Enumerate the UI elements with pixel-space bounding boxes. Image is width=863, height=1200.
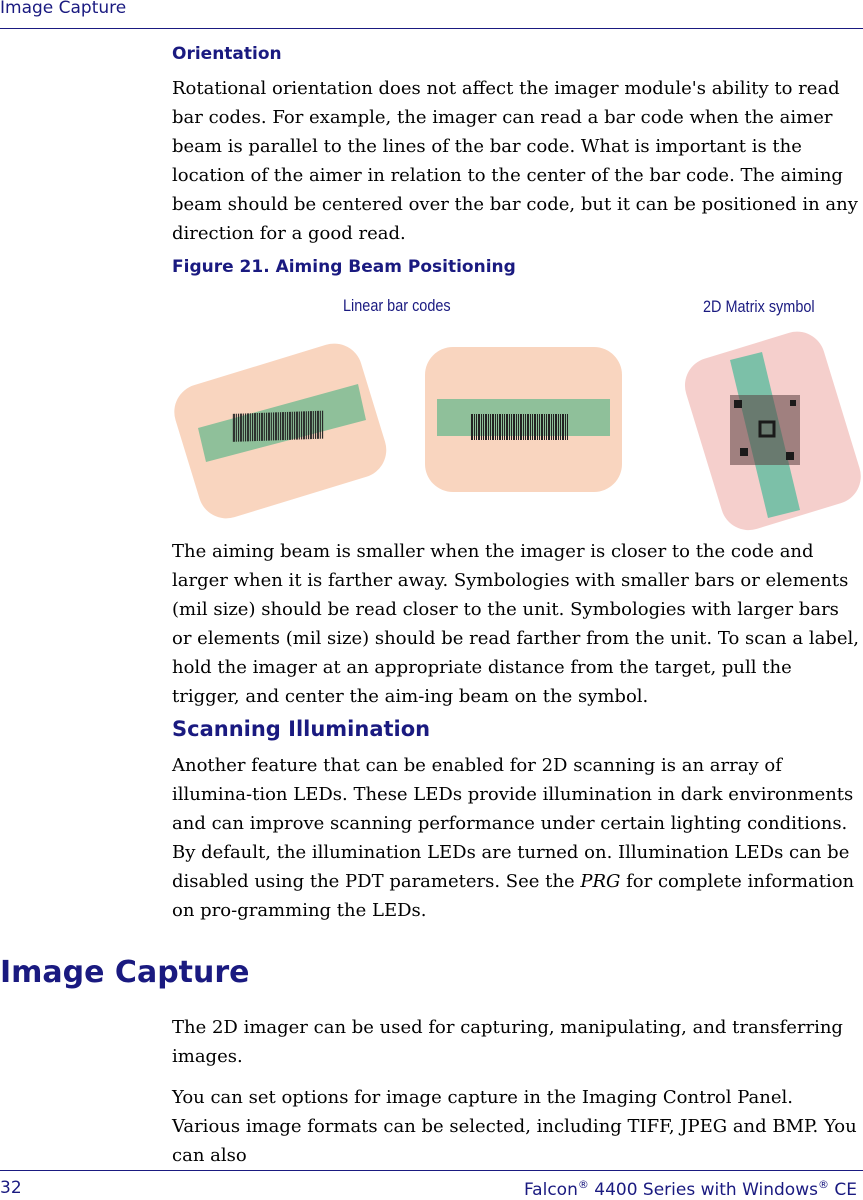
orientation-paragraph: Rotational orientation does not affect the imager module's ability to read bar codes. For example, the imager can read a bar code when the aimer beam is parallel to the lines of the bar code. What is important is the location of the aimer in relation to the center of the bar code. The aiming beam should be centered over the bar code, but it can be positioned in any direction for a good read. bbox=[172, 78, 858, 244]
orientation-paragraph-2: The aiming beam is smaller when the imager is closer to the code and larger when it is farther away. Symbologies with smaller bars or elements (mil size) should be read closer to the unit. Symbologies with larger bars or elements (mil size) should be read farther from the unit. To scan a label, hold the imager at an appropriate distance from the target, pull the trigger, and center the aim-ing beam on the symbol. bbox=[172, 541, 859, 707]
figure-caption: Figure 21. Aiming Beam Positioning bbox=[172, 257, 516, 277]
image-capture-paragraph-1: The 2D imager can be used for capturing, manipulating, and transferring images. bbox=[172, 1017, 843, 1067]
footer-product-a: Falcon bbox=[523, 1180, 578, 1200]
footer-product-b: 4400 Series with Windows bbox=[588, 1180, 818, 1200]
header-rule bbox=[0, 28, 863, 29]
rotated-target bbox=[167, 337, 393, 526]
footer-rule bbox=[0, 1170, 863, 1171]
illumination-paragraph bbox=[172, 751, 862, 925]
illumination-text-a: Another feature that can be enabled for 2D scanning is an array of illumina-tion LEDs. These LEDs provide illumination in dark environments and can improve scanning performance under certain lighting conditions. By default, the illumination LEDs are turned on. Illumination LEDs can be disabled using the PDT parameters. See the bbox=[172, 755, 854, 892]
footer-reg-mark-1: ® bbox=[577, 1178, 589, 1191]
image-capture-paragraph-2: You can set options for image capture in the Imaging Control Panel. Various image formats can be selected, including TIFF, JPEG and BMP. You can also bbox=[172, 1087, 857, 1166]
linear-bar-codes-label: Linear bar codes bbox=[343, 296, 451, 315]
footer-product-c: CE bbox=[828, 1180, 857, 1200]
page-number: 32 bbox=[0, 1178, 22, 1198]
matrix-target bbox=[678, 325, 863, 537]
image-capture-heading: Image Capture bbox=[0, 955, 250, 990]
matrix-symbol-label: 2D Matrix symbol bbox=[703, 297, 815, 316]
horizontal-target bbox=[425, 347, 622, 492]
running-head-title: Image Capture bbox=[0, 0, 127, 18]
figure-graphic bbox=[0, 320, 863, 560]
orientation-heading: Orientation bbox=[172, 44, 282, 64]
illumination-heading: Scanning Illumination bbox=[172, 717, 431, 741]
footer-product-title bbox=[524, 1178, 857, 1200]
illumination-text-b: for complete information on pro-gramming the LEDs. bbox=[172, 871, 855, 921]
prg-reference: PRG bbox=[580, 871, 621, 892]
footer-reg-mark-2: ® bbox=[817, 1178, 829, 1191]
